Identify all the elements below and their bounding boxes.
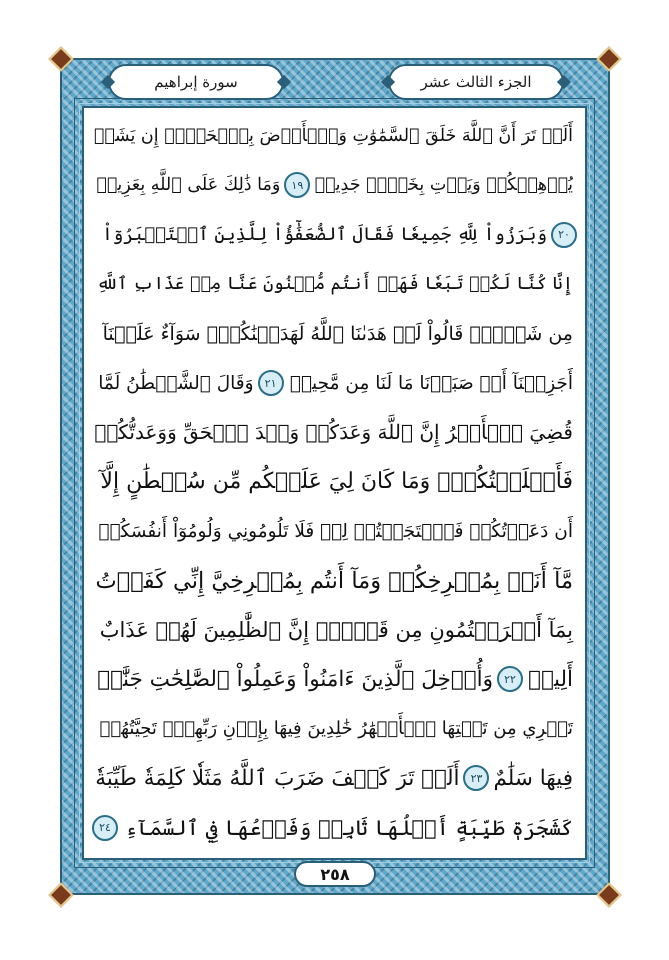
verse-line xyxy=(92,260,577,308)
verse-text: فَأَخۡلَفۡتُكُمۡۖ وَمَا كَانَ لِيَ عَلَيۡكُم مِّن سُلۡطَٰنٍ إِلَّآ xyxy=(100,469,573,495)
verse-text: أَن دَعَوۡتُكُمۡ فَٱسۡتَجَبۡتُمۡ لِيۖ فَلَا تَلُومُونِي وَلُومُوٓاْ أَنفُسَكُمۖ xyxy=(98,520,573,542)
verse-text: يُذۡهِبۡكُمۡ وَيَأۡتِ بِخَلۡقٖ جَدِيدٖ xyxy=(314,175,573,196)
verse-line xyxy=(92,655,577,703)
juz-title xyxy=(388,64,564,100)
verse-text: وَقَالَ ٱلشَّيۡطَٰنُ لَمَّا xyxy=(98,372,254,394)
verse-line xyxy=(92,606,577,654)
verse-text: أَلِيمٞ xyxy=(528,666,573,692)
page-number-label: ٢٥٨ xyxy=(320,864,350,884)
verse-line xyxy=(92,557,577,605)
verse-text: وَأُدۡخِلَ ٱلَّذِينَ ءَامَنُواْ وَعَمِلُواْ ٱلصَّٰلِحَٰتِ جَنَّٰتٖ xyxy=(97,666,493,692)
verse-line xyxy=(92,408,577,456)
ayah-number-marker: ٢١ xyxy=(258,370,284,396)
verse-text: بِمَآ أَشۡرَكۡتُمُونِ مِن قَبۡلُۗ إِنَّ ٱلظَّٰلِمِينَ لَهُمۡ عَذَابٌ xyxy=(99,618,573,642)
verse-text-block xyxy=(92,112,577,854)
ayah-number-marker: ٢٤ xyxy=(92,815,118,841)
verse-line xyxy=(92,112,577,160)
ayah-number-marker: ١٩ xyxy=(284,172,310,198)
verse-text: فِيهَا سَلَٰمٌ xyxy=(493,765,573,791)
verse-line xyxy=(92,359,577,407)
verse-line xyxy=(92,211,577,259)
ayah-number-marker: ٢٢ xyxy=(497,666,523,692)
verse-line xyxy=(92,161,577,209)
verse-text: أَجَزِعۡنَآ أَمۡ صَبَرۡنَا مَا لَنَا مِن مَّحِيصٖ xyxy=(289,372,573,394)
verse-text: إِنَّا كُنَّا لَكُمۡ تَبَعٗا فَهَلۡ أَنتُم مُّغۡنُونَ عَنَّا مِنۡ عَذَابِ ٱللَّهِ xyxy=(96,274,573,295)
verse-text: تَجۡرِي مِن تَحۡتِهَا ٱلۡأَنۡهَٰرُ خَٰلِدِينَ فِيهَا بِإِذۡنِ رَبِّهِمۡۖ تَحِيَّتُهُمۡ xyxy=(99,718,573,740)
verse-text: كَشَجَرَةٖ طَيِّبَةٍ أَصۡلُهَا ثَابِتٞ وَفَرۡعُهَا فِي ٱلسَّمَآءِ xyxy=(125,815,573,840)
verse-text: قُضِيَ ٱلۡأَمۡرُ إِنَّ ٱللَّهَ وَعَدَكُمۡ وَعۡدَ ٱلۡحَقِّ وَوَعَدتُّكُمۡ xyxy=(94,420,573,445)
surah-label: سورة إبراهيم xyxy=(154,73,238,91)
verse-text: وَبَرَزُواْ لِلَّهِ جَمِيعٗا فَقَالَ ٱلضُّعَفَٰٓؤُاْ لِلَّذِينَ ٱسۡتَكۡبَرُوٓاْ xyxy=(102,224,547,246)
verse-text: مِن شَيۡءٖۚ قَالُواْ لَوۡ هَدَىٰنَا ٱللَّهُ لَهَدَيۡنَٰكُمۡۖ سَوَآءٌ عَلَيۡنَآ xyxy=(102,322,573,345)
verse-text: مَّآ أَنَا۠ بِمُصۡرِخِكُمۡ وَمَآ أَنتُم بِمُصۡرِخِيَّ إِنِّي كَفَرۡتُ xyxy=(95,567,573,594)
ayah-number-marker: ٢٠ xyxy=(551,222,577,248)
verse-line xyxy=(92,507,577,555)
verse-text: أَلَمۡ تَرَ كَيۡفَ ضَرَبَ ٱللَّهُ مَثَلٗا كَلِمَةٗ طَيِّبَةٗ xyxy=(95,765,460,791)
verse-line xyxy=(92,754,577,802)
surah-title xyxy=(108,64,284,100)
verse-line xyxy=(92,705,577,753)
page-number xyxy=(294,861,376,887)
verse-line xyxy=(92,458,577,506)
verse-line xyxy=(92,804,577,852)
verse-text: أَلَمۡ تَرَ أَنَّ ٱللَّهَ خَلَقَ ٱلسَّمَٰوَٰتِ وَٱلۡأَرۡضَ بِٱلۡحَقِّۚ إِن يَشَأۡ xyxy=(93,126,573,146)
ayah-number-marker: ٢٣ xyxy=(463,765,489,791)
verse-text: وَمَا ذَٰلِكَ عَلَى ٱللَّهِ بِعَزِيزٖ xyxy=(96,175,281,196)
verse-line xyxy=(92,310,577,358)
juz-label: الجزء الثالث عشر xyxy=(420,73,532,91)
